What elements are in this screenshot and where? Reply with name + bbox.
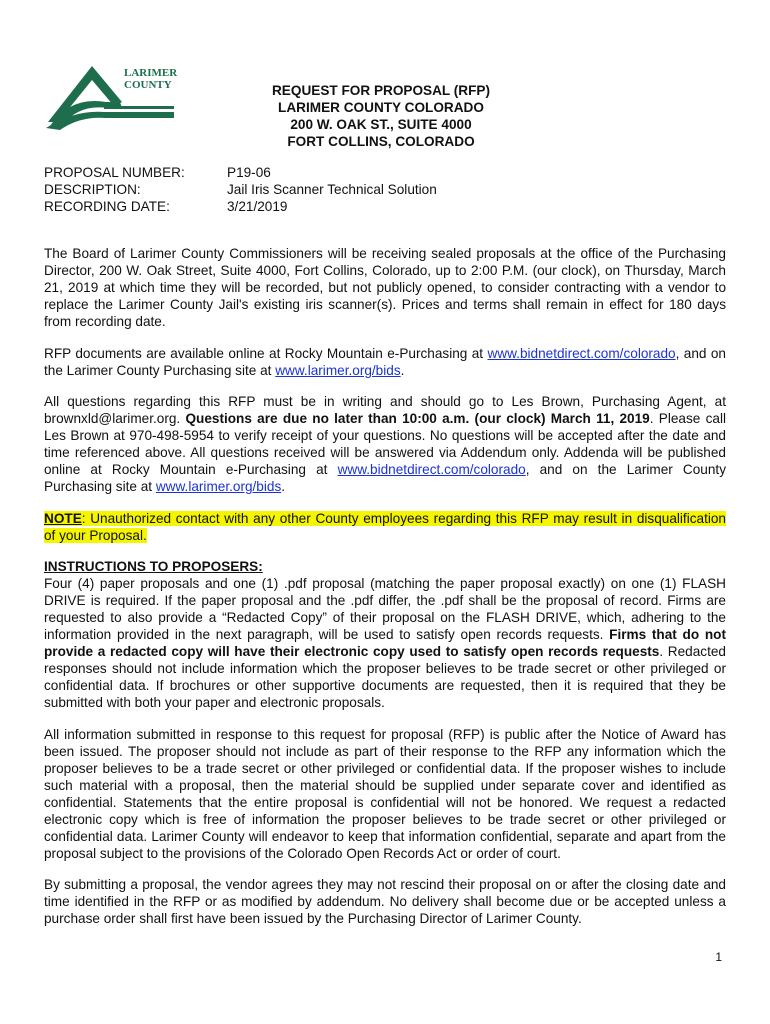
recording-date-value: 3/21/2019 — [227, 199, 288, 214]
document-body — [44, 245, 726, 942]
questions-paragraph — [44, 393, 726, 495]
page-number: 1 — [715, 950, 722, 964]
note-paragraph — [44, 510, 726, 544]
documents-paragraph — [44, 345, 726, 379]
logo-line1: LARIMER — [124, 67, 178, 79]
intro-paragraph: The Board of Larimer County Commissioners will be receiving sealed proposals at the office of the Purchasing Director, 200 W. Oak Street, Suite 4000, Fort Collins, Colorado, up to 2:00 P.M. (our clock), on Thursday, March 21, 2019 at which time they will be recorded, but not publicly opened, to consider contracting with a vendor to replace the Larimer County Jail's existing iris scanner(s). Prices and terms shall remain in effect for 180 days from recording date. — [44, 246, 726, 329]
documents-text-1: RFP documents are available online at Rocky Mountain e-Purchasing at — [44, 345, 488, 361]
logo-line2: COUNTY — [124, 79, 172, 91]
questions-text-2: . Please call Les Brown at 970-498-5954 to verify receipt of your questions. No questions will be accepted after the date and time referenced above. All questions received will be answered via Addendum only. Addenda will be published online at Rocky Mountain e-Purchasing at — [44, 411, 726, 477]
recording-date-row — [44, 198, 437, 215]
larimer-bids-link-2[interactable]: www.larimer.org/bids — [155, 479, 282, 494]
questions-deadline: Questions are due no later than 10:00 a.m. (our clock) March 11, 2019 — [185, 411, 650, 426]
bidnet-link-2[interactable]: www.bidnetdirect.com/colorado — [337, 462, 526, 477]
description-value: Jail Iris Scanner Technical Solution — [227, 182, 437, 197]
note-label: NOTE — [44, 510, 82, 526]
header-line3: 200 W. OAK ST., SUITE 4000 — [290, 117, 472, 132]
instructions-bold: Firms that do not provide a redacted copy will have their electronic copy used to satisfy open records requests — [44, 627, 726, 659]
header-line2: LARIMER COUNTY COLORADO — [278, 100, 484, 115]
document-header — [200, 82, 562, 150]
description-row — [44, 181, 437, 198]
instructions-paragraph — [44, 558, 726, 711]
public-information-paragraph: All information submitted in response to this request for proposal (RFP) is public after the Notice of Award has been issued. The proposer should not include as part of their response to the RFP any information which the proposer believes to be a trade secret or other privileged or confidential data. If the proposer wishes to include such material with a proposal, then the material should be supplied under separate cover and identified as confidential. Statements that the entire proposal is confidential will not be honored. We request a redacted electronic copy which is free of information the proposer believes to be trade secret or other privileged or confidential data. Larimer County will endeavor to keep that information confidential, separate and apart from the proposal subject to the provisions of the Colorado Open Records Act or order of court. — [44, 726, 726, 861]
instructions-title: INSTRUCTIONS TO PROPOSERS: — [44, 559, 263, 574]
questions-text-1: All questions regarding this RFP must be in writing and should go to Les Brown, Purchasing Agent, at brownxld@larimer.org. — [44, 394, 726, 426]
larimer-county-logo — [44, 62, 184, 132]
proposal-number-value: P19-06 — [227, 165, 271, 180]
questions-text-3: , and on the Larimer County Purchasing site at — [44, 462, 727, 494]
questions-text-4: . — [281, 479, 286, 494]
header-line4: FORT COLLINS, COLORADO — [287, 134, 475, 149]
proposal-number-row — [44, 164, 437, 181]
submission-paragraph: By submitting a proposal, the vendor agrees they may not rescind their proposal on or after the closing date and time identified in the RFP or as modified by addendum. No delivery shall become due or be accepted unless a purchase order shall first have been issued by the Purchasing Director of Larimer County. — [44, 877, 726, 926]
proposal-meta — [44, 164, 437, 215]
larimer-bids-link[interactable]: www.larimer.org/bids — [275, 362, 401, 378]
instructions-text-1: Four (4) paper proposals and one (1) .pdf proposal (matching the paper proposal exactly) on one (1) FLASH DRIVE is required. If the paper proposal and the .pdf differ, the .pdf shall be the proposal of record. Firms are requested to also provide a “Redacted Copy” of their proposal on the FLASH DRIVE, which, adhering to the information provided in the next paragraph, will be used to satisfy open records requests. — [44, 576, 726, 642]
proposal-number-label: PROPOSAL NUMBER: — [44, 165, 185, 180]
instructions-text-2: . Redacted responses should not include information which the proposer believes to be trade secret or other privileged or confidential data. If brochures or other supportive documents are requested, then it is required that they be submitted with both your paper and electronic proposals. — [44, 644, 726, 710]
documents-text-3: . — [400, 362, 405, 378]
recording-date-label: RECORDING DATE: — [44, 199, 170, 214]
description-label: DESCRIPTION: — [44, 182, 141, 197]
header-line1: REQUEST FOR PROPOSAL (RFP) — [271, 83, 491, 98]
logo-mountain-icon — [44, 62, 184, 132]
documents-text-2: , and on the Larimer County Purchasing site at — [44, 345, 726, 378]
bidnet-link[interactable]: www.bidnetdirect.com/colorado — [487, 345, 676, 361]
note-text: : Unauthorized contact with any other County employees regarding this RFP may result in disqualification of your Proposal. — [44, 510, 726, 543]
